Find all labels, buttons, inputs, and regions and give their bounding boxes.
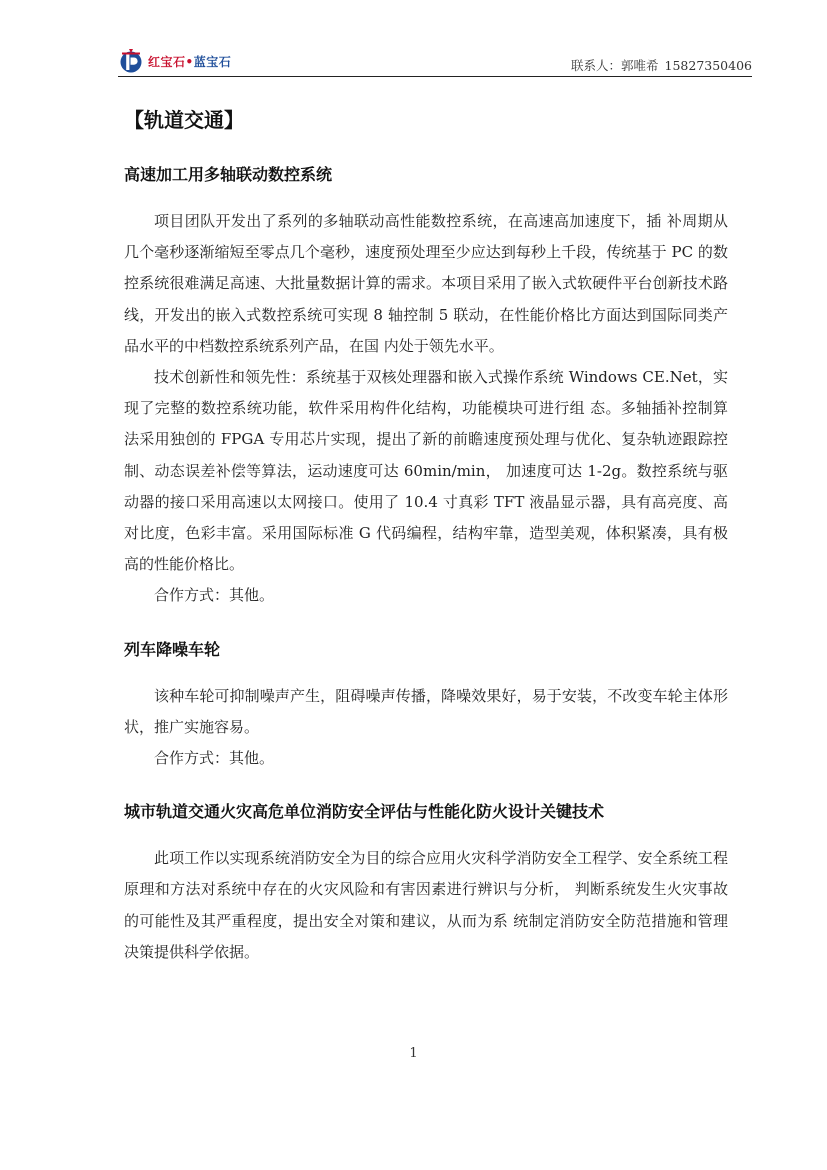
item-paragraph: 技术创新性和领先性：系统基于双核处理器和嵌入式操作系统 Windows CE.Net，实现了完整的数控系统功能，软件采用构件化结构，功能模块可进行组 态。多轴插补控制算法采用独创的 FPGA 专用芯片实现，提出了新的前瞻速度预处理与优化、复杂轨迹跟踪控制、动态误差补偿等算法，运动速度可达 60min/min， 加速度可达 1-2g。数控系统与驱动器的接口采用高速以太网接口。使用了 10.4 寸真彩 TFT 液晶显示器，具有高亮度、高对比度，色彩丰富。采用国际标准 G 代码编程，结构牢靠，造型美观，体积紧凑，具有极高的性能价格比。 bbox=[124, 368, 728, 574]
item-paragraph: 项目团队开发出了系列的多轴联动高性能数控系统，在高速高加速度下，插 补周期从几个毫秒逐渐缩短至零点几个毫秒，速度预处理至少应达到每秒上千段，传统基于 PC 的数控系统很难满足高速、大批量数据计算的需求。本项目采用了嵌入式软硬件平台创新技术路线，开发出的嵌入式数控系统可实现 8 轴控制 5 联动，在性能价格比方面达到国际同类产品水平的中档数控系统系列产品，在国 内处于领先水平。 bbox=[124, 212, 728, 355]
contact-info bbox=[571, 56, 752, 74]
item-paragraph: 此项工作以实现系统消防安全为目的综合应用火灾科学消防安全工程学、安全系统工程原理和方法对系统中存在的火灾风险和有害因素进行辨识与分析， 判断系统发生火灾事故的可能性及其严重程度，提出安全对策和建议，从而为系 统制定消防安全防范措施和管理决策提供科学依据。 bbox=[124, 849, 728, 961]
contact-phone: 15827350406 bbox=[664, 58, 752, 73]
contact-label: 联系人：郭唯希 bbox=[571, 58, 659, 73]
logo-text-ruby: 红宝石 bbox=[148, 54, 186, 69]
item-title: 城市轨道交通火灾高危单位消防安全评估与性能化防火设计关键技术 bbox=[124, 802, 605, 822]
item-paragraph: 该种车轮可抑制噪声产生，阻碍噪声传播，降噪效果好，易于安装，不改变车轮主体形状，推广实施容易。 bbox=[124, 686, 728, 736]
document-body bbox=[124, 102, 728, 968]
company-logo bbox=[118, 48, 231, 74]
cooperation-mode: 合作方式：其他。 bbox=[154, 586, 275, 605]
item-title: 高速加工用多轴联动数控系统 bbox=[124, 165, 333, 184]
page-header bbox=[118, 44, 752, 77]
logo-separator: • bbox=[185, 54, 194, 69]
item-title: 列车降噪车轮 bbox=[124, 639, 221, 659]
section-title: 【轨道交通】 bbox=[124, 108, 244, 132]
logo-icon bbox=[118, 48, 144, 74]
logo-text-sapphire: 蓝宝石 bbox=[193, 54, 232, 69]
cooperation-mode: 合作方式：其他。 bbox=[154, 749, 275, 768]
page-number: 1 bbox=[409, 1046, 418, 1061]
